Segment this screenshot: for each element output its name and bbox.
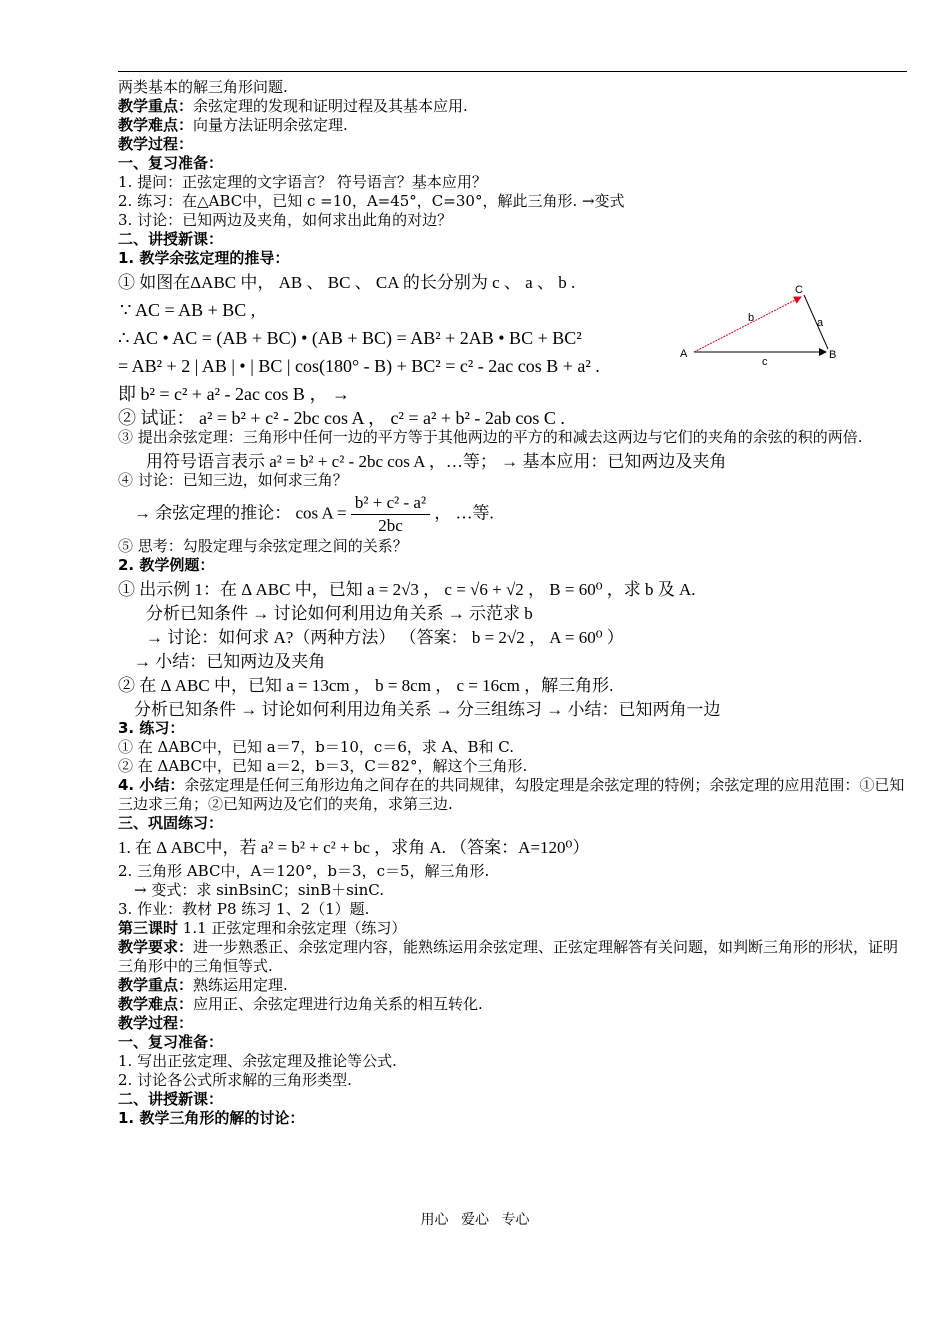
formula-line: ∴ AC • AC = (AB + BC) • (AB + BC) = AB² + 2AB • BC + BC²	[118, 328, 582, 348]
text-line: → 变式：求 sinBsinC；sinB＋sinC.	[134, 881, 384, 899]
text-line: ② 在 ΔABC中，已知 a＝2，b＝3，C＝82°，解这个三角形.	[118, 757, 528, 775]
formula-line: ② 试证： a² = b² + c² - 2bc cos A ， c² = a² + b² - 2ab cos C .	[118, 408, 565, 428]
subsection-heading: 3. 练习：	[118, 719, 185, 737]
triangle-figure	[676, 281, 846, 371]
text-paragraph: 4. 小结：余弦定理是任何三角形边角之间存在的共同规律，勾股定理是余弦定理的特例；余弦定理的应用范围：①已知三边求三角；②已知两边及它们的夹角，求第三边.	[118, 776, 905, 813]
header-rule	[118, 71, 907, 72]
text-line: 教学重点：熟练运用定理.	[118, 976, 288, 994]
text-line: 第三课时 1.1 正弦定理和余弦定理（练习）	[118, 919, 407, 937]
formula-line: ∵ AC = AB + BC ,	[120, 300, 256, 320]
section-heading: 三、巩固练习：	[118, 814, 224, 832]
text-line: 分析已知条件 → 讨论如何利用边角关系 → 示范求 b	[146, 604, 533, 623]
section-heading: 二、讲授新课：	[118, 1090, 224, 1108]
text-line: ① 如图在ΔABC 中， AB 、 BC 、 CA 的长分别为 c 、 a 、 b .	[118, 273, 576, 292]
side-b	[694, 297, 801, 352]
document-body	[118, 78, 908, 1128]
text-line: 2. 练习：在△ABC中，已知 c =10，A=45°，C=30°，解此三角形. →变式	[118, 192, 625, 210]
formula-line: → 余弦定理的推论： cos A = $\frac{\text{b² + c² - a²}}{2bc}$ ， …等.	[134, 493, 494, 535]
text-line: 用符号语言表示 a² = b² + c² - 2bc cos A ，…等； → 基本应用：已知两边及夹角	[146, 452, 727, 471]
text-line: → 小结：已知两边及夹角	[134, 652, 326, 671]
side-a	[804, 295, 828, 349]
text-line: 2. 讨论各公式所求解的三角形类型.	[118, 1071, 352, 1089]
text-line: 教学难点：向量方法证明余弦定理.	[118, 116, 348, 134]
side-label-b: b	[748, 312, 755, 324]
text-line: 1. 写出正弦定理、余弦定理及推论等公式.	[118, 1052, 397, 1070]
text-line: 3. 讨论：已知两边及夹角，如何求出此角的对边？	[118, 211, 453, 229]
side-label-c: c	[762, 356, 768, 368]
text-line: 1. 提问：正弦定理的文字语言？ 符号语言？基本应用？	[118, 173, 487, 191]
text-line: 分析已知条件 → 讨论如何利用边角关系 → 分三组练习 → 小结：已知两角一边	[134, 700, 721, 719]
section-heading: 一、复习准备：	[118, 154, 224, 172]
vertex-label-a: A	[680, 348, 688, 360]
text-line: ② 在 Δ ABC 中，已知 a = 13cm ， b = 8cm ， c = 16cm ，解三角形.	[118, 676, 614, 695]
text-line: ⑤ 思考：勾股定理与余弦定理之间的关系？	[118, 537, 408, 555]
vertex-label-b: B	[829, 349, 837, 361]
section-heading: 教学过程：	[118, 135, 194, 153]
text-line: ① 出示例 1：在 Δ ABC 中，已知 a = 2√3 ， c = √6 + √2 ， B = 60⁰ ，求 b 及 A.	[118, 580, 696, 599]
text-line: ④ 讨论：已知三边，如何求三角？	[118, 471, 348, 489]
text-line: 教学重点：余弦定理的发现和证明过程及其基本应用.	[118, 97, 468, 115]
text-line: 两类基本的解三角形问题.	[118, 78, 288, 96]
text-line: 3. 作业：教材 P8 练习 1、2（1）题.	[118, 900, 370, 918]
page-footer: 用心 爱心 专心	[420, 1212, 530, 1228]
subsection-heading: 2. 教学例题：	[118, 556, 215, 574]
section-heading: 教学过程：	[118, 1014, 194, 1032]
section-heading: 二、讲授新课：	[118, 230, 224, 248]
formula-line: = AB² + 2 | AB | • | BC | cos(180° - B) + BC² = c² - 2ac cos B + a² .	[118, 356, 600, 376]
subsection-heading: 1. 教学三角形的解的讨论：	[118, 1109, 305, 1127]
vertex-label-c: C	[795, 284, 803, 296]
text-paragraph: ③ 提出余弦定理：三角形中任何一边的平方等于其他两边的平方的和减去这两边与它们的夹角的余弦的积的两倍.	[118, 428, 863, 446]
text-line: 2. 三角形 ABC中，A＝120°，b＝3，c＝5，解三角形.	[118, 862, 490, 880]
subsection-heading: 1. 教学余弦定理的推导：	[118, 249, 290, 267]
text-line: 1. 在 Δ ABC中，若 a² = b² + c² + bc ，求角 A. （答案：A=120⁰）	[118, 838, 590, 857]
text-paragraph: 教学要求：进一步熟悉正、余弦定理内容，能熟练运用余弦定理、正弦定理解答有关问题，如判断三角形的形状，证明三角形中的三角恒等式.	[118, 938, 899, 975]
text-line: ① 在 ΔABC中，已知 a＝7，b＝10，c＝6，求 A、B和 C.	[118, 738, 514, 756]
fraction: $\frac{\text{b² + c² - a²}}{2bc}$	[351, 492, 430, 537]
side-label-a: a	[817, 317, 824, 329]
section-heading: 一、复习准备：	[118, 1033, 224, 1051]
formula-line: 即 b² = c² + a² - 2ac cos B ， →	[118, 384, 350, 404]
text-line: → 讨论：如何求 A?（两种方法） （答案： b = 2√2 ， A = 60⁰ ）	[146, 628, 624, 647]
text-line: 教学难点：应用正、余弦定理进行边角关系的相互转化.	[118, 995, 483, 1013]
